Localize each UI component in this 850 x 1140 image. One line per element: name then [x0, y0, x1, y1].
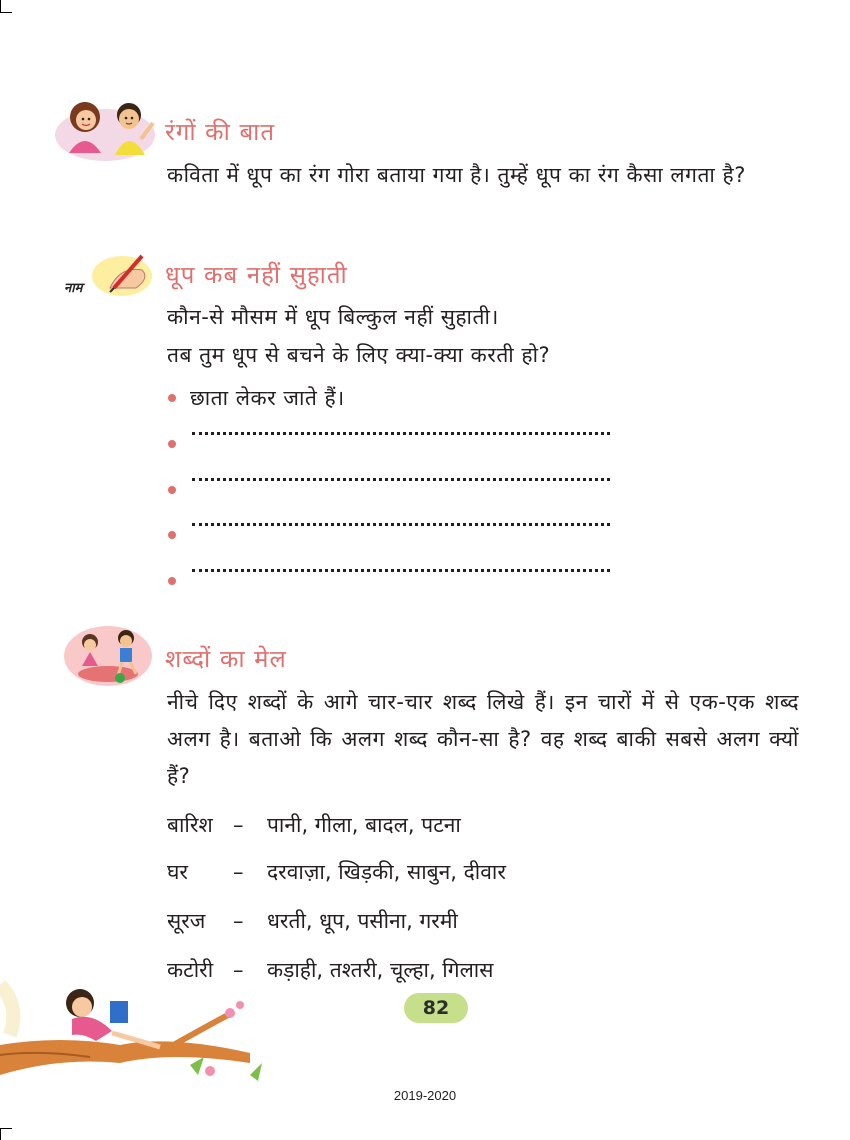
crop-mark-top-left-h	[0, 12, 12, 13]
word-options: दरवाज़ा, खिड़की, साबुन, दीवार	[267, 860, 506, 884]
paragraph-colors-question: कविता में धूप का रंग गोरा बताया गया है। तुम्हें धूप का रंग कैसा लगता है?	[167, 163, 746, 187]
heading-when-sun-unpleasant: धूप कब नहीं सुहाती	[165, 261, 348, 289]
crop-mark-bottom-left-h	[0, 1128, 12, 1129]
bullet-answer-example: छाता लेकर जाते हैं।	[190, 386, 345, 410]
word-options: पानी, गीला, बादल, पटना	[267, 813, 461, 837]
word-options: धरती, धूप, पसीना, गरमी	[267, 909, 458, 933]
girl-on-branch-illustration	[0, 975, 280, 1100]
word-options: कड़ाही, तश्तरी, चूल्हा, गिलास	[267, 958, 494, 982]
page-number-badge: 82	[404, 993, 468, 1023]
word-key: सूरज	[167, 909, 206, 933]
word-dash: –	[233, 813, 244, 837]
name-label-text: नाम	[64, 281, 83, 296]
bullet-marker	[168, 486, 176, 494]
word-key: घर	[167, 860, 188, 884]
word-key: बारिश	[167, 813, 213, 837]
question-line-1: कौन-से मौसम में धूप बिल्कुल नहीं सुहाती।	[167, 305, 499, 329]
bullet-marker	[168, 440, 176, 448]
bullet-marker	[168, 531, 176, 539]
question-line-2: तब तुम धूप से बचने के लिए क्या-क्या करती हो?	[167, 343, 551, 367]
word-dash: –	[233, 909, 244, 933]
answer-blank-line[interactable]	[192, 569, 610, 572]
answer-blank-line[interactable]	[192, 523, 610, 526]
edition-year: 2019-2020	[393, 1088, 457, 1103]
word-dash: –	[233, 958, 244, 982]
word-dash: –	[233, 860, 244, 884]
bullet-marker	[168, 577, 176, 585]
heading-word-match: शब्दों का मेल	[165, 645, 287, 673]
children-talking-illustration	[55, 93, 157, 161]
answer-blank-line[interactable]	[192, 478, 610, 481]
answer-blank-line[interactable]	[192, 432, 610, 435]
heading-colors-talk: रंगों की बात	[165, 118, 276, 146]
paragraph-word-match-instructions: नीचे दिए शब्दों के आगे चार-चार शब्द लिखे हैं। इन चारों में से एक-एक शब्द अलग है। बताओ कि अलग शब्द कौन-सा है? वह शब्द बाकी सबसे अलग क्यों हैं?	[167, 690, 799, 788]
word-key: कटोरी	[167, 958, 214, 982]
bullet-marker	[168, 394, 176, 402]
crop-mark-bottom-left	[0, 1128, 1, 1140]
children-playing-illustration	[62, 616, 154, 688]
